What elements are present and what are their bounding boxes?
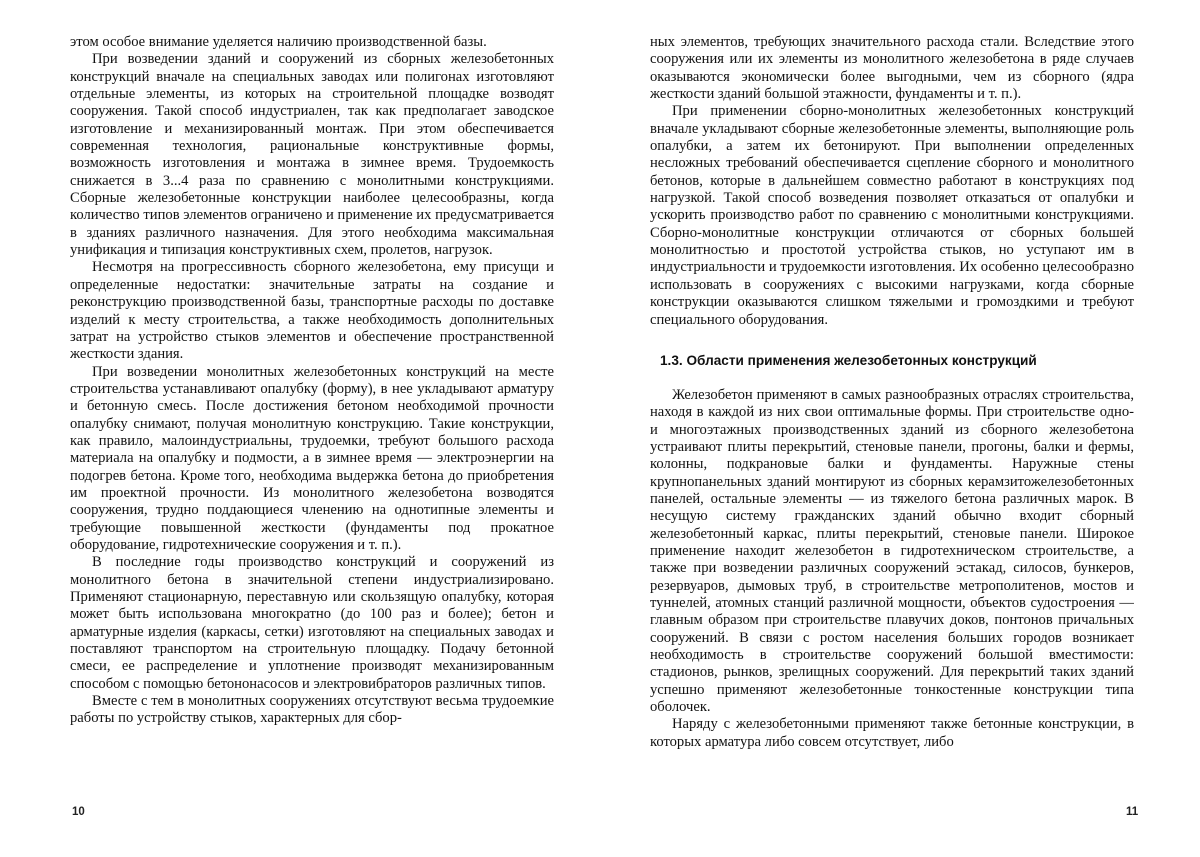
paragraph-monolithic-joints: Вместе с тем в монолитных сооружениях отсутствуют весьма трудоемкие работы по устройству стыков, характерных для сбор- — [70, 693, 554, 727]
page-number-left: 10 — [72, 806, 85, 818]
paragraph-monolithic-industrialization: В последние годы производство конструкций и сооружений из монолитного бетона в значительной степени индустриализировано. Применяют стационарную, переставную или скользящую опалубку, которая может быть использована многократно (до 100 раз и более); бетон и арматурные изделия (каркасы, сетки) изготовляют на специальных заводах и поставляют транспортом на строительную площадку. Подачу бетонной смеси, ее распределение и уплотнение производят механизированным способом с помощью бетононасосов и электровибраторов различных типов. — [70, 554, 554, 692]
right-page — [650, 34, 1134, 834]
paragraph-continued: ных элементов, требующих значительного расхода стали. Вследствие этого сооружения или их элементы из монолитного железобетона в ряде случаев оказываются экономически более выгодными, чем из сборного (ядра жесткости зданий большой этажности, фундаменты и т. п.). — [650, 34, 1134, 103]
paragraph-precast-monolithic: При применении сборно-монолитных железобетонных конструкций вначале укладывают сборные железобетонные элементы, выполняющие роль опалубки, а затем их бетонируют. При выполнении определенных несложных требований обеспечивается сцепление сборного и монолитного бетонов, которые в дальнейшем совместно работают в конструкциях под нагрузкой. Такой способ возведения позволяет отказаться от опалубки и ускорить производство работ по сравнению с монолитными конструкциями. Сборно-монолитные конструкции отличаются от сборных большей монолитностью и простотой устройства стыков, но уступают им в индустриальности и трудоемкости изготовления. Их особенно целесообразно использовать в сооружениях с высокими нагрузками, когда сборные конструкции оказываются слишком тяжелыми и громоздкими и требуют специального оборудования. — [650, 103, 1134, 328]
paragraph-prefab-construction: При возведении зданий и сооружений из сборных железобетонных конструкций вначале на специальных заводах или полигонах изготовляют отдельные элементы, из которых на строительной площадке возводят сооружения. Такой способ индустриален, так как предполагает заводское изготовление и механизированный монтаж. При этом обеспечивается современная технология, рациональные конструктивные формы, возможность изготовления и монтажа в зимнее время. Трудоемкость снижается в 3...4 раза по сравнению с монолитными конструкциями. Сборные железобетонные конструкции наиболее целесообразны, когда количество типов элементов ограничено и применение их предусматривается в зданиях различного назначения. Для этого необходима максимальная унификация и типизация конструктивных схем, пролетов, нагрузок. — [70, 51, 554, 259]
paragraph-monolithic-construction: При возведении монолитных железобетонных конструкций на месте строительства устанавливают опалубку (форму), в нее укладывают арматуру и бетонную смесь. После достижения бетоном необходимой прочности опалубку снимают, получая монолитную конструкцию. Такие конструкции, как правило, малоиндустриальны, трудоемки, требуют большого расхода материала на опалубку и подмости, а в зимнее время — электроэнергии на подогрев бетона. Кроме того, необходима выдержка бетона до приобретения им проектной прочности. Из монолитного железобетона возводятся сооружения, трудно поддающиеся членению на однотипные элементы и требующие повышенной жесткости (фундаменты под прокатное оборудование, гидротехнические сооружения и т. п.). — [70, 363, 554, 553]
paragraph-continued: этом особое внимание уделяется наличию производственной базы. — [70, 34, 487, 50]
paragraph-concrete-structures: Наряду с железобетонными применяют также бетонные конструкции, в которых арматура либо совсем отсутствует, либо — [650, 716, 1134, 750]
paragraph-prefab-drawbacks: Несмотря на прогрессивность сборного железобетона, ему присущи и определенные недостатки: значительные затраты на создание и реконструкцию производственной базы, транспортные расходы по доставке изделий к месту строительства, а также необходимость дополнительных затрат на устройство стыков элементов и обеспечение пространственной жесткости здания. — [70, 259, 554, 363]
page-number-right: 11 — [1126, 806, 1139, 818]
left-page — [70, 34, 554, 834]
paragraph-applications: Железобетон применяют в самых разнообразных отраслях строительства, находя в каждой из них свои оптимальные формы. При строительстве одно- и многоэтажных производственных зданий из сборного железобетона устраивают плиты перекрытий, стеновые панели, прогоны, балки и фермы, колонны, подкрановые балки и фундаменты. Наружные стены крупнопанельных зданий монтируют из сборных керамзитожелезобетонных панелей, остальные элементы — из тяжелого бетона различных марок. В несущую систему гражданских зданий обычно входит сборный железобетонный каркас, плиты перекрытий, стеновые панели. Широкое применение находит железобетон в гидротехническом строительстве, а также при возведении различных сооружений эстакад, силосов, бункеров, резервуаров, дымовых труб, в строительстве метрополитенов, мостов и туннелей, атомных станций различной мощности, объектов судостроения — главным образом при строительстве плавучих доков, понтонов причальных сооружений. В связи с ростом населения больших городов возникает необходимость в строительстве сооружений большой вместимости: стадионов, рынков, зрелищных сооружений. Для перекрытий таких зданий успешно применяют железобетонные тонкостенные конструкции типа оболочек. — [650, 386, 1134, 716]
section-heading: 1.3. Области применения железобетонных конструкций — [660, 352, 1037, 368]
